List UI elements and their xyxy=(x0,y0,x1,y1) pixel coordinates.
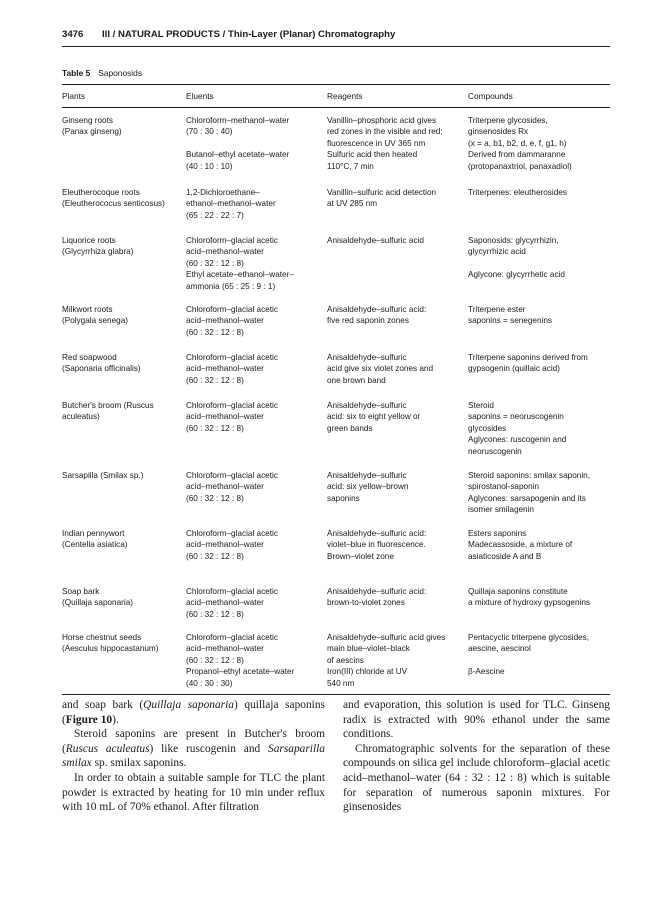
figure-reference-link[interactable]: Figure 10 xyxy=(65,713,113,726)
cell-plants: Milkwort roots (Polygala senega) xyxy=(62,305,128,326)
table-caption xyxy=(62,68,142,78)
body-text-right-column xyxy=(343,698,610,815)
table-row xyxy=(62,115,610,187)
cell-eluents: Chloroform–glacial acetic acid–methanol–water (60 : 32 : 12 : 8) xyxy=(186,401,278,433)
running-header xyxy=(62,29,610,45)
cell-compounds: Triterpenes: eleutherosides xyxy=(468,188,567,197)
cell-compounds: Triterpene saponins derived from gypsogenin (quillaic acid) xyxy=(468,353,588,374)
cell-compounds: Triterpene ester saponins = senegenins xyxy=(468,305,552,326)
cell-plants: Eleutherocoque roots (Eleutherococus senticosus) xyxy=(62,188,165,209)
column-header-compounds: Compounds xyxy=(468,91,513,101)
header-rule xyxy=(62,46,610,47)
cell-eluents: Chloroform–glacial acetic acid–methanol–water (60 : 32 : 12 : 8) Ethyl acetate–ethanol–water– ammonia (65 : 25 : 9 : 1) xyxy=(186,236,294,291)
cell-compounds: Steroid saponins: smilax saponin, spirostanol-saponin Aglycones: sarsapogenin and its isomer smilagenin xyxy=(468,471,590,515)
cell-plants: Sarsapilla (Smilax sp.) xyxy=(62,471,144,480)
table-row xyxy=(62,528,610,586)
cell-plants: Red soapwood (Saponaria officinalis) xyxy=(62,353,141,374)
cell-eluents: Chloroform–glacial acetic acid–methanol–water (60 : 32 : 12 : 8) xyxy=(186,587,278,619)
cell-compounds: Esters saponins Madecassoside, a mixture of asiaticoside A and B xyxy=(468,529,573,561)
cell-reagents: Anisaldehyde–sulfuric acid: six to eight yellow or green bands xyxy=(327,401,421,433)
text-span: sp. smilax saponins. xyxy=(91,757,187,770)
table-header-rule xyxy=(62,107,610,108)
species-name: Sarsaparilla smilax xyxy=(62,742,325,770)
table-label: Table 5 xyxy=(62,68,91,78)
cell-compounds: Pentacyclic triterpene glycosides, aescine, aescinol β-Aescine xyxy=(468,633,590,677)
paragraph: In order to obtain a suitable sample for TLC the plant powder is extracted by heating for 10 min under reflux with 10 mL of 70% ethanol. After filtration xyxy=(62,771,325,814)
cell-reagents: Anisaldehyde–sulfuric acid give six violet zones and one brown band xyxy=(327,353,434,385)
text-span: ). xyxy=(112,713,119,726)
table-body xyxy=(62,115,610,692)
cell-reagents: Anisaldehyde–sulfuric acid xyxy=(327,236,424,245)
text-span: and soap bark ( xyxy=(62,699,144,711)
paragraph xyxy=(62,727,325,771)
cell-reagents: Vanillin–sulfuric acid detection at UV 285 nm xyxy=(327,188,437,209)
table-row xyxy=(62,235,610,304)
cell-compounds: Saponosids: glycyrrhizin, glycyrrhizic acid Aglycone: glycyrrhetic acid xyxy=(468,236,565,280)
column-header-reagents: Reagents xyxy=(327,91,363,101)
cell-eluents: Chloroform–glacial acetic acid–methanol–water (60 : 32 : 12 : 8) xyxy=(186,529,278,561)
paragraph: Chromatographic solvents for the separation of these compounds on silica gel include chloroform–glacial acetic acid–methanol–water (64 : 32 : 12 : 8) which is suitable for separation of numerous saponin mixtures. For ginsenosides xyxy=(343,742,610,814)
table-title: Saponosids xyxy=(98,68,143,78)
cell-reagents: Anisaldehyde–sulfuric acid: violet–blue in fluorescence. Brown–violet zone xyxy=(327,529,427,561)
cell-reagents: Anisaldehyde–sulfuric acid gives main blue–violet–black of aescins Iron(III) chloride at UV 540 nm xyxy=(327,633,446,688)
cell-plants: Horse chestnut seeds (Aesculus hippocastanum) xyxy=(62,633,159,654)
cell-compounds: Triterpene glycosides, ginsenosides Rx (x = a, b1, b2, d, e, f, g1, h) Derived from dammaranne (protopanaxtriol, panaxadiol) xyxy=(468,116,572,171)
cell-compounds: Quillaja saponins constitute a mixture of hydroxy gypsogenins xyxy=(468,587,590,608)
paragraph xyxy=(62,698,325,727)
cell-eluents: Chloroform–glacial acetic acid–methanol–water (60 : 32 : 12 : 8) xyxy=(186,471,278,503)
species-name: Quillaja saponaria xyxy=(143,699,234,711)
cell-reagents: Vanillin–phosphoric acid gives red zones in the visible and red; fluorescence in UV 365 nm Sulfuric acid then heated 110°C, 7 min xyxy=(327,116,443,171)
table-row xyxy=(62,304,610,352)
paragraph: and evaporation, this solution is used for TLC. Ginseng radix is extracted with 90% ethanol under the same conditions. xyxy=(343,699,610,741)
text-span: ) quillaja saponins ( xyxy=(62,699,325,726)
cell-plants: Soap bark (Quillaja saponaria) xyxy=(62,587,133,608)
cell-eluents: Chloroform–glacial acetic acid–methanol–water (60 : 32 : 12 : 8) Propanol–ethyl acetate–water (40 : 30 : 30) xyxy=(186,633,295,688)
cell-reagents: Anisaldehyde–sulfuric acid: brown-to-violet zones xyxy=(327,587,427,608)
body-text-left-column xyxy=(62,698,325,815)
page-number: 3476 xyxy=(62,29,84,40)
running-title: III / NATURAL PRODUCTS / Thin-Layer (Planar) Chromatography xyxy=(102,29,396,40)
table-bottom-rule xyxy=(62,694,610,695)
species-name: Ruscus aculeatus xyxy=(65,742,150,755)
text-span: ) like ruscogenin and xyxy=(149,742,269,755)
cell-reagents: Anisaldehyde–sulfuric acid: five red saponin zones xyxy=(327,305,427,326)
cell-plants: Indian pennywort (Centella asiatica) xyxy=(62,529,128,550)
cell-eluents: Chloroform–methanol–water (70 : 30 : 40) Butanol–ethyl acetate–water (40 : 10 : 10) xyxy=(186,116,290,171)
cell-compounds: Steroid saponins = neoruscogenin glycosides Aglycones: ruscogenin and neoruscogenin xyxy=(468,401,567,456)
table-row xyxy=(62,632,610,692)
cell-reagents: Anisaldehyde–sulfuric acid: six yellow–brown saponins xyxy=(327,471,409,503)
cell-plants: Butcher's broom (Ruscus aculeatus) xyxy=(62,401,154,422)
table-row xyxy=(62,470,610,528)
cell-eluents: 1,2-Dichloroethane– ethanol–methanol–water (65 : 22 : 22 : 7) xyxy=(186,188,276,220)
table-row xyxy=(62,586,610,632)
column-header-plants: Plants xyxy=(62,91,86,101)
cell-eluents: Chloroform–glacial acetic acid–methanol–water (60 : 32 : 12 : 8) xyxy=(186,353,278,385)
table-top-rule xyxy=(62,84,610,85)
table-row xyxy=(62,352,610,400)
cell-plants: Ginseng roots (Panax ginseng) xyxy=(62,116,122,137)
table-row xyxy=(62,400,610,470)
column-header-eluents: Eluents xyxy=(186,91,214,101)
cell-eluents: Chloroform–glacial acetic acid–methanol–water (60 : 32 : 12 : 8) xyxy=(186,305,278,337)
table-row xyxy=(62,187,610,235)
text-span: Steroid saponins are present in Butcher's broom ( xyxy=(62,728,325,755)
cell-plants: Liquorice roots (Glycyrrhiza glabra) xyxy=(62,236,134,257)
